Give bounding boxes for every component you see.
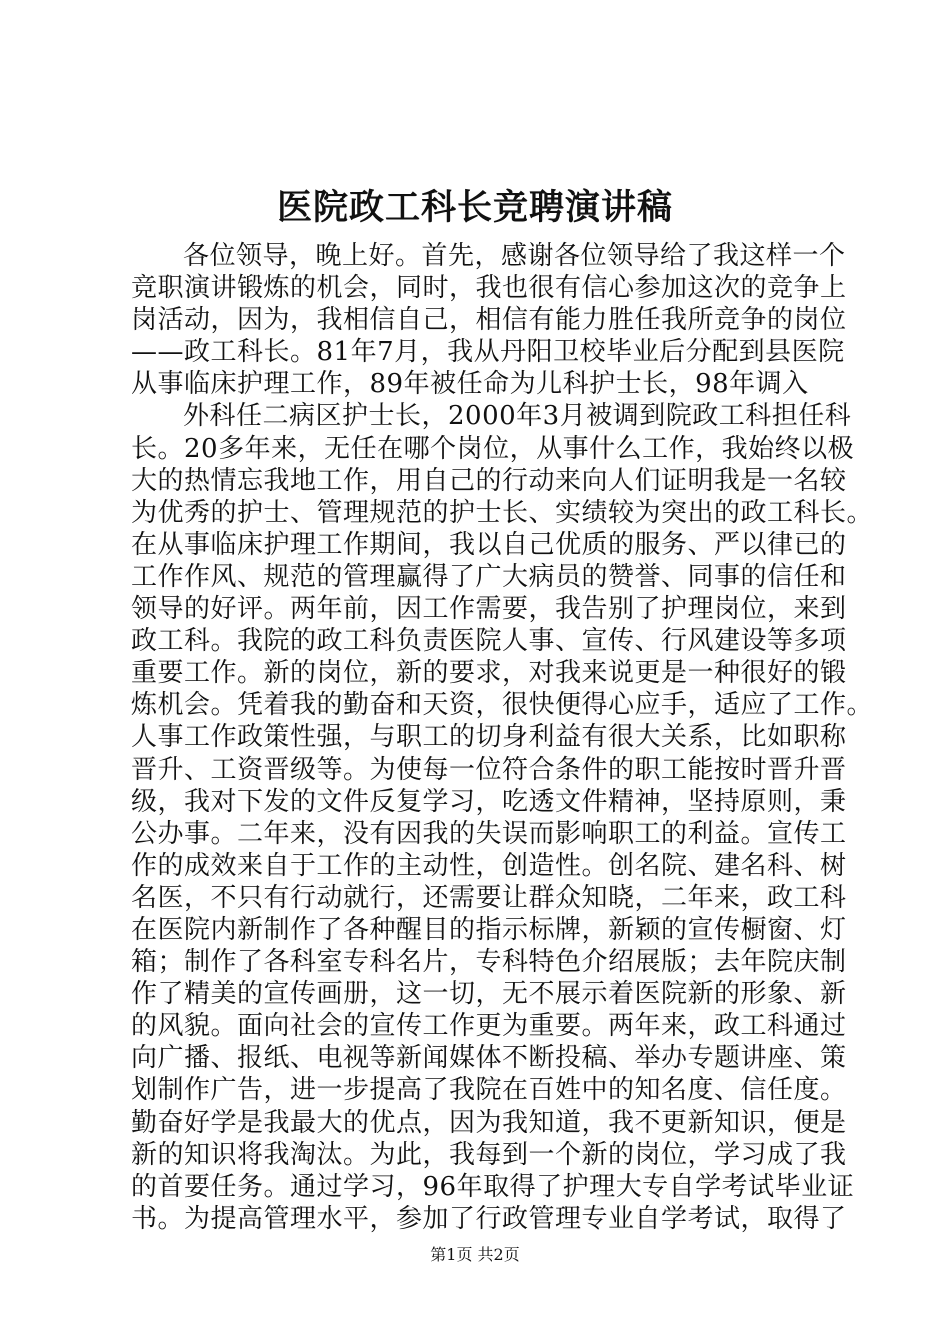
text-line: 划制作广告，进一步提高了我院在百姓中的知名度、信任度。 bbox=[131, 1075, 847, 1106]
text-line: 名医，不只有行动就行，还需要让群众知晓，二年来，政工科 bbox=[131, 882, 847, 913]
text-line: 作了精美的宣传画册，这一切，无不展示着医院新的形象、新 bbox=[131, 979, 847, 1010]
text-line: 晋升、工资晋级等。为使每一位符合条件的职工能按时晋升晋 bbox=[131, 754, 847, 785]
text-line: 的风貌。面向社会的宣传工作更为重要。两年来，政工科通过 bbox=[131, 1011, 847, 1042]
text-line: 岗活动，因为，我相信自己，相信有能力胜任我所竞争的岗位 bbox=[131, 305, 847, 336]
text-line: 各位领导，晚上好。首先，感谢各位领导给了我这样一个 bbox=[183, 241, 846, 271]
text-line: 从事临床护理工作，89年被任命为儿科护士长，98年调入 bbox=[131, 369, 809, 400]
text-line: 书。为提高管理水平，参加了行政管理专业自学考试，取得了 bbox=[131, 1203, 847, 1234]
text-line: 长。20多年来，无任在哪个岗位，从事什么工作，我始终以极 bbox=[131, 433, 855, 464]
text-line: 领导的好评。两年前，因工作需要，我告别了护理岗位，来到 bbox=[131, 594, 847, 625]
text-line: 外科任二病区护士长，2000年3月被调到院政工科担任科 bbox=[183, 401, 852, 432]
text-line: 箱；制作了各科室专科名片，专科特色介绍展版；去年院庆制 bbox=[131, 947, 847, 978]
page-title: 医院政工科长竞聘演讲稿 bbox=[276, 187, 673, 228]
text-line: 炼机会。凭着我的勤奋和天资，很快便得心应手，适应了工作。 bbox=[131, 690, 874, 721]
text-line: 为优秀的护士、管理规范的护士长、实绩较为突出的政工科长。 bbox=[131, 497, 874, 528]
text-line: 人事工作政策性强，与职工的切身利益有很大关系，比如职称 bbox=[131, 722, 847, 753]
text-line: 工作作风、规范的管理赢得了广大病员的赞誉、同事的信任和 bbox=[131, 561, 847, 592]
text-line: ——政工科长。81年7月，我从丹阳卫校毕业后分配到县医院 bbox=[131, 337, 845, 368]
text-line: 作的成效来自于工作的主动性，创造性。创名院、建名科、树 bbox=[131, 850, 847, 881]
text-line: 在医院内新制作了各种醒目的指示标牌，新颖的宣传橱窗、灯 bbox=[131, 914, 847, 945]
text-line: 重要工作。新的岗位，新的要求，对我来说更是一种很好的锻 bbox=[131, 658, 847, 689]
text-line: 级，我对下发的文件反复学习，吃透文件精神，坚持原则，秉 bbox=[131, 786, 847, 817]
text-line: 政工科。我院的政工科负责医院人事、宣传、行风建设等多项 bbox=[131, 626, 847, 657]
text-line: 向广播、报纸、电视等新闻媒体不断投稿、举办专题讲座、策 bbox=[131, 1043, 847, 1074]
page-footer: 第1页 共2页 bbox=[430, 1245, 520, 1264]
text-line: 新的知识将我淘汰。为此，我每到一个新的岗位，学习成了我 bbox=[131, 1139, 847, 1170]
document-body bbox=[131, 240, 874, 1235]
text-line: 竞职演讲锻炼的机会，同时，我也很有信心参加这次的竞争上 bbox=[131, 273, 847, 304]
text-line: 在从事临床护理工作期间，我以自己优质的服务、严以律已的 bbox=[131, 529, 847, 560]
text-line: 大的热情忘我地工作，用自己的行动来向人们证明我是一名较 bbox=[131, 465, 847, 496]
text-line: 公办事。二年来，没有因我的失误而影响职工的利益。宣传工 bbox=[131, 818, 847, 849]
text-line: 的首要任务。通过学习，96年取得了护理大专自学考试毕业证 bbox=[131, 1171, 855, 1202]
text-line: 勤奋好学是我最大的优点，因为我知道，我不更新知识，便是 bbox=[131, 1107, 847, 1138]
